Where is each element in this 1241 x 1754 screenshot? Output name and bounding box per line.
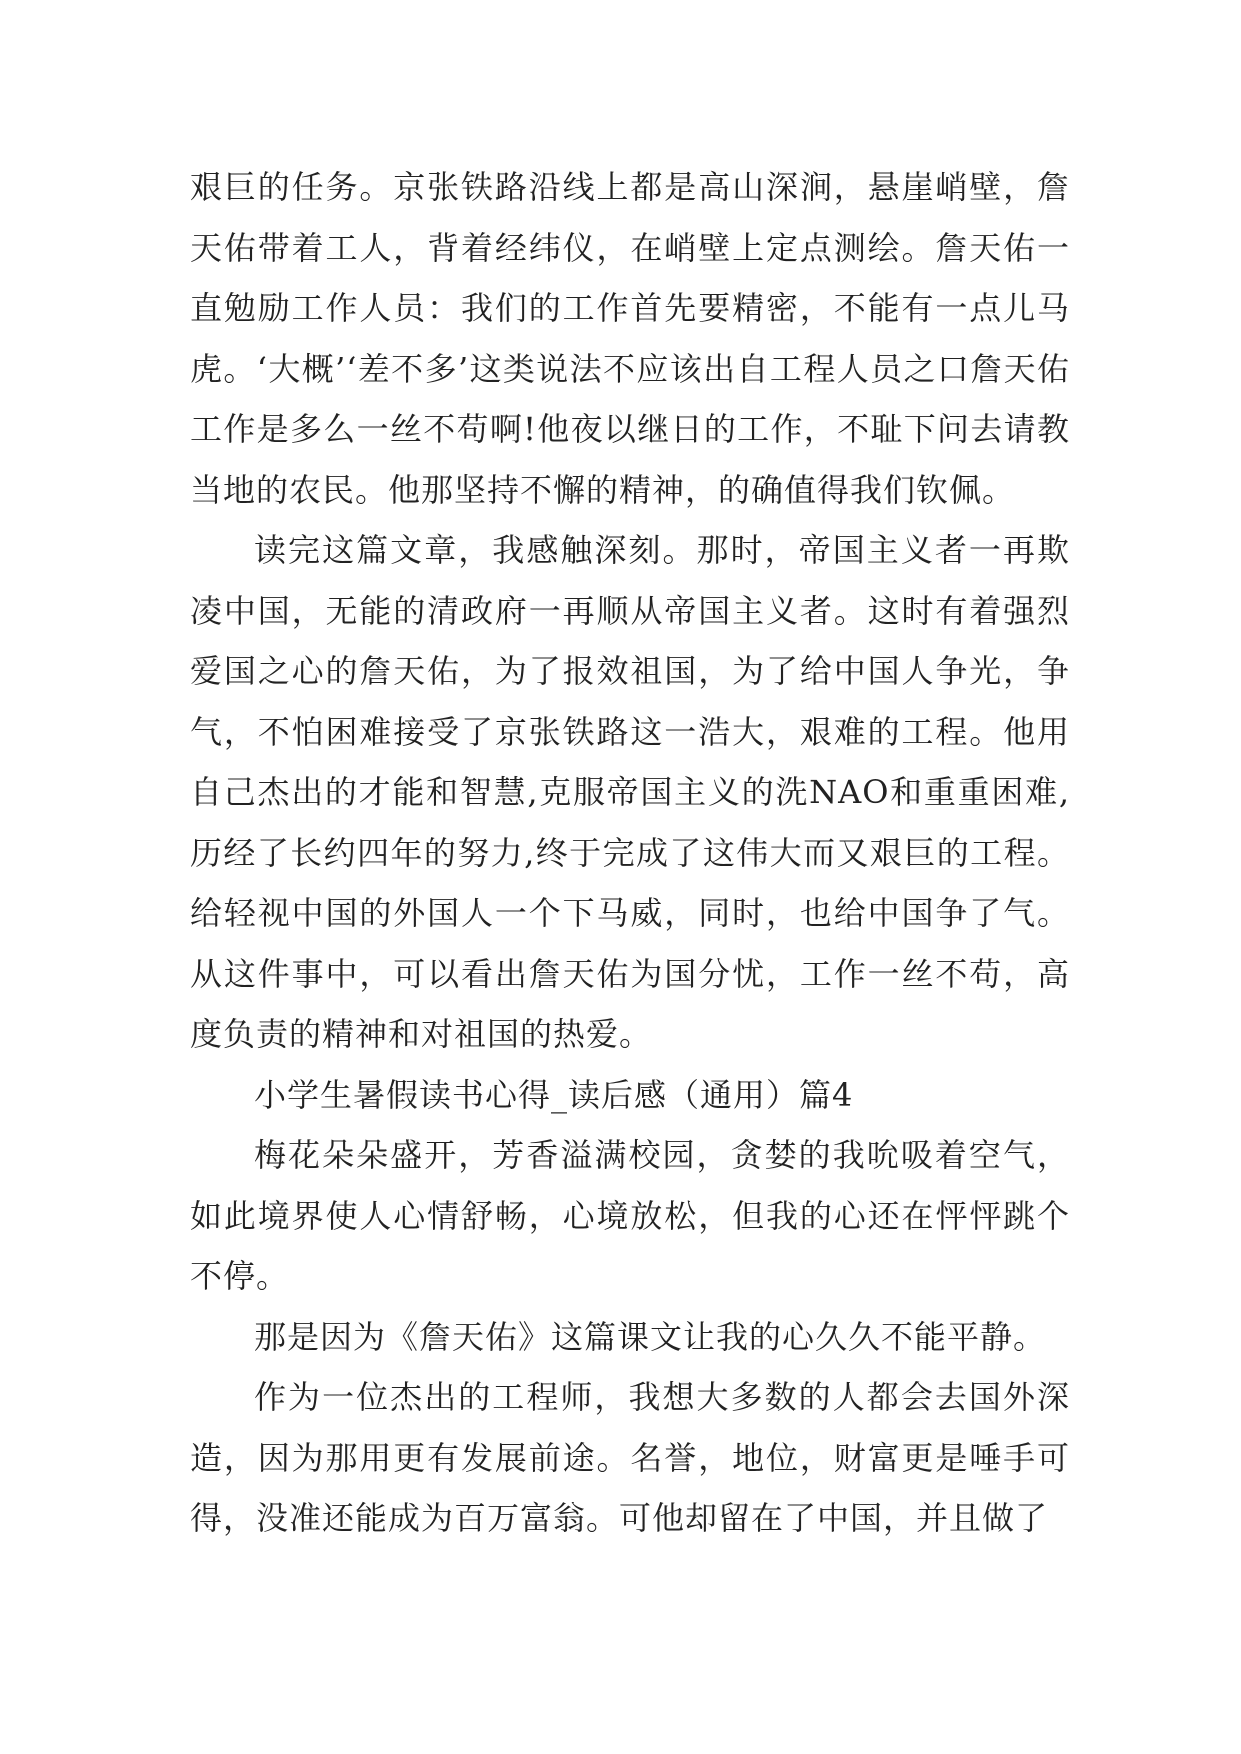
section-heading: 小学生暑假读书心得_读后感（通用）篇4 [254, 1075, 854, 1114]
paragraph: 那是因为《詹天佑》这篇课文让我的心久久不能平静。 [254, 1317, 1047, 1356]
document-body [190, 157, 1070, 1549]
paragraph: 读完这篇文章，我感触深刻。那时，帝国主义者一再欺凌中国，无能的清政府一再顺从帝国主义者。这时有着强烈爱国之心的詹天佑，为了报效祖国，为了给中国人争光，争气，不怕困难接受了京张铁路这一浩大，艰难的工程。他用自己杰出的才能和智慧,克服帝国主义的洗NAO和重重困难,历经了长约四年的努力,终于完成了这伟大而又艰巨的工程。给轻视中国的外国人一个下马威，同时，也给中国争了气。从这件事中，可以看出詹天佑为国分忧，工作一丝不苟，高度负责的精神和对祖国的热爱。 [190, 531, 1070, 1053]
paragraph: 艰巨的任务。京张铁路沿线上都是高山深涧，悬崖峭壁，詹天佑带着工人，背着经纬仪，在峭壁上定点测绘。詹天佑一直勉励工作人员：我们的工作首先要精密，不能有一点儿马虎。‘大概’‘差不多’这类说法不应该出自工程人员之口詹天佑工作是多么一丝不苟啊!他夜以继日的工作，不耻下问去请教当地的农民。他那坚持不懈的精神，的确值得我们钦佩。 [190, 168, 1070, 509]
paragraph: 梅花朵朵盛开，芳香溢满校园，贪婪的我吮吸着空气，如此境界使人心情舒畅，心境放松，但我的心还在怦怦跳个不停。 [190, 1136, 1070, 1295]
paragraph: 作为一位杰出的工程师，我想大多数的人都会去国外深造，因为那用更有发展前途。名誉，地位，财富更是唾手可得，没准还能成为百万富翁。可他却留在了中国，并且做了 [190, 1378, 1070, 1537]
